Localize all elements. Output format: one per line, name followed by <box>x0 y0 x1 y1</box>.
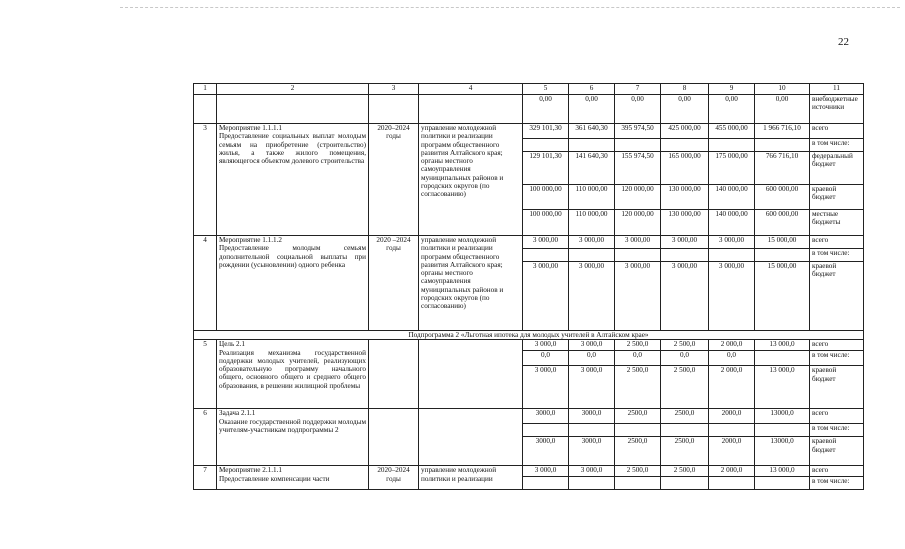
funding-source-cell: в том числе: <box>810 351 864 366</box>
amount-cell: 2 500,0 <box>661 366 709 409</box>
amount-cell: 3000,0 <box>523 437 569 466</box>
column-header: 2 <box>217 84 369 95</box>
funding-source-cell: краевой бюджет <box>810 366 864 409</box>
column-header: 6 <box>569 84 615 95</box>
amount-cell <box>523 424 569 437</box>
amount-cell: 3 000,00 <box>709 262 755 331</box>
row-number: 7 <box>194 466 217 490</box>
amount-cell <box>709 139 755 152</box>
period-cell: 2020–2024 годы <box>369 466 419 490</box>
table-row <box>194 236 864 249</box>
item-description <box>217 124 369 236</box>
amount-cell: 2500,0 <box>615 409 661 424</box>
cell-empty <box>369 95 419 124</box>
item-text: Предоставление социальных выплат молодым семьям на приобретение (строительство) жилья, а также жилого помещения, являющегося объектом долевого строительства <box>219 132 366 166</box>
amount-cell <box>661 477 709 490</box>
amount-cell: 140 000,00 <box>709 185 755 210</box>
amount-cell: 141 640,30 <box>569 152 615 185</box>
amount-cell <box>523 249 569 262</box>
amount-cell: 2000,0 <box>709 409 755 424</box>
amount-cell: 120 000,00 <box>615 210 661 236</box>
item-title: Мероприятие 2.1.1.1 <box>219 466 283 475</box>
amount-cell: 3 000,00 <box>661 262 709 331</box>
amount-cell: 425 000,00 <box>661 124 709 139</box>
amount-cell: 3 000,0 <box>523 340 569 351</box>
column-header: 8 <box>661 84 709 95</box>
item-text: Реализация механизма государственной поддержки молодых учителей, реализующих образовательную программу начального общего, основного общего и среднего общего образования, в решении жилищной проблемы <box>219 348 366 390</box>
amount-cell: 2 500,0 <box>661 466 709 477</box>
amount-cell: 2 500,0 <box>661 340 709 351</box>
amount-cell: 766 716,10 <box>755 152 810 185</box>
amount-cell: 361 640,30 <box>569 124 615 139</box>
funding-source-cell: местные бюджеты <box>810 210 864 236</box>
amount-cell <box>661 249 709 262</box>
amount-cell <box>661 424 709 437</box>
funding-source-cell: в том числе: <box>810 249 864 262</box>
amount-cell: 155 974,50 <box>615 152 661 185</box>
funding-source-cell: краевой бюджет <box>810 437 864 466</box>
amount-cell: 0,0 <box>661 351 709 366</box>
item-description <box>217 466 369 490</box>
amount-cell: 3 000,00 <box>569 262 615 331</box>
amount-cell: 13000,0 <box>755 437 810 466</box>
row-number: 4 <box>194 236 217 331</box>
amount-cell: 3 000,00 <box>661 236 709 249</box>
amount-cell: 0,0 <box>709 351 755 366</box>
amount-cell: 0,0 <box>615 351 661 366</box>
amount-cell: 2 000,0 <box>709 466 755 477</box>
amount-cell: 0,00 <box>523 95 569 124</box>
amount-cell: 3 000,00 <box>615 236 661 249</box>
funding-source-cell: всего <box>810 340 864 351</box>
amount-cell: 0,00 <box>661 95 709 124</box>
amount-cell: 2 000,0 <box>709 340 755 351</box>
item-title: Цель 2.1 <box>219 340 246 349</box>
amount-cell: 0,00 <box>709 95 755 124</box>
funding-source-cell: всего <box>810 124 864 139</box>
amount-cell <box>755 139 810 152</box>
amount-cell <box>615 139 661 152</box>
amount-cell: 130 000,00 <box>661 185 709 210</box>
subprogram-title: Подпрограмма 2 «Льготная ипотека для молодых учителей в Алтайском крае» <box>194 331 864 340</box>
amount-cell: 1 966 716,10 <box>755 124 810 139</box>
funding-source-cell: в том числе: <box>810 424 864 437</box>
amount-cell <box>615 424 661 437</box>
amount-cell: 3000,0 <box>523 409 569 424</box>
column-header: 7 <box>615 84 661 95</box>
amount-cell <box>755 424 810 437</box>
amount-cell: 2 000,0 <box>709 366 755 409</box>
executor-cell <box>419 340 523 409</box>
amount-cell: 3 000,00 <box>709 236 755 249</box>
cell-empty <box>419 95 523 124</box>
amount-cell: 3 000,0 <box>569 466 615 477</box>
amount-cell: 15 000,00 <box>755 262 810 331</box>
amount-cell <box>615 477 661 490</box>
funding-source-cell: в том числе: <box>810 477 864 490</box>
amount-cell: 15 000,00 <box>755 236 810 249</box>
funding-source-cell: в том числе: <box>810 139 864 152</box>
row-number: 3 <box>194 124 217 236</box>
header-row <box>194 84 864 95</box>
funding-source-cell: всего <box>810 409 864 424</box>
amount-cell: 0,00 <box>615 95 661 124</box>
funding-source-cell: всего <box>810 236 864 249</box>
table-row <box>194 466 864 477</box>
period-cell <box>369 340 419 409</box>
amount-cell: 455 000,00 <box>709 124 755 139</box>
amount-cell: 3000,0 <box>569 437 615 466</box>
amount-cell: 175 000,00 <box>709 152 755 185</box>
item-text: Предоставление молодым семьям дополнительной социальной выплаты при рождении (усыновлении) одного ребенка <box>219 244 366 269</box>
amount-cell: 130 000,00 <box>661 210 709 236</box>
amount-cell: 100 000,00 <box>523 185 569 210</box>
executor-cell <box>419 409 523 466</box>
amount-cell: 0,0 <box>569 351 615 366</box>
amount-cell: 3 000,0 <box>523 366 569 409</box>
item-title: Мероприятие 1.1.1.2 <box>219 236 283 244</box>
item-description <box>217 236 369 331</box>
page-number: 22 <box>838 36 849 48</box>
funding-source-cell: внебюджетные источники <box>810 95 864 124</box>
cell-empty <box>194 95 217 124</box>
column-header: 11 <box>810 84 864 95</box>
amount-cell <box>569 424 615 437</box>
amount-cell: 2500,0 <box>661 409 709 424</box>
funding-source-cell: краевой бюджет <box>810 185 864 210</box>
amount-cell <box>615 249 661 262</box>
column-header: 3 <box>369 84 419 95</box>
table-row <box>194 95 864 124</box>
amount-cell: 140 000,00 <box>709 210 755 236</box>
item-title: Задача 2.1.1 <box>219 409 256 418</box>
column-header: 1 <box>194 84 217 95</box>
amount-cell: 2 500,0 <box>615 366 661 409</box>
amount-cell <box>569 477 615 490</box>
executor-cell: управление молодежной политики и реализации программ общественного развития Алтайского края; органы местного самоуправления муниципальных районов и городских округов (по согласованию) <box>419 124 523 236</box>
amount-cell <box>755 477 810 490</box>
table-row <box>194 409 864 424</box>
amount-cell: 165 000,00 <box>661 152 709 185</box>
budget-table <box>193 83 864 490</box>
amount-cell <box>709 424 755 437</box>
amount-cell: 13 000,0 <box>755 466 810 477</box>
item-text: Предоставление компенсации части <box>219 474 330 483</box>
amount-cell: 0,0 <box>523 351 569 366</box>
subprogram-row <box>194 331 864 340</box>
amount-cell: 395 974,50 <box>615 124 661 139</box>
amount-cell: 3 000,00 <box>523 262 569 331</box>
amount-cell <box>709 249 755 262</box>
cell-empty <box>217 95 369 124</box>
row-number: 6 <box>194 409 217 466</box>
amount-cell: 329 101,30 <box>523 124 569 139</box>
amount-cell <box>755 249 810 262</box>
amount-cell: 3 000,00 <box>523 236 569 249</box>
period-cell: 2020 –2024 годы <box>369 236 419 331</box>
amount-cell: 13 000,0 <box>755 340 810 351</box>
amount-cell: 600 000,00 <box>755 210 810 236</box>
period-cell: 2020–2024 годы <box>369 124 419 236</box>
amount-cell: 120 000,00 <box>615 185 661 210</box>
item-description <box>217 409 369 466</box>
executor-cell: управление молодежной политики и реализации программ общественного развития Алтайского края; органы местного самоуправления муниципальных районов и городских округов (по согласованию) <box>419 236 523 331</box>
amount-cell <box>755 351 810 366</box>
amount-cell: 3 000,0 <box>523 466 569 477</box>
amount-cell: 600 000,00 <box>755 185 810 210</box>
amount-cell: 3 000,0 <box>569 366 615 409</box>
amount-cell: 2 500,0 <box>615 340 661 351</box>
amount-cell: 0,00 <box>755 95 810 124</box>
amount-cell: 3 000,00 <box>615 262 661 331</box>
item-description <box>217 340 369 409</box>
item-text: Оказание государственной поддержки молодым учителям-участникам подпрограммы 2 <box>219 417 366 434</box>
amount-cell: 129 101,30 <box>523 152 569 185</box>
funding-source-cell: федеральный бюджет <box>810 152 864 185</box>
table-row <box>194 340 864 351</box>
executor-cell: управление молодежной политики и реализации <box>419 466 523 490</box>
period-cell <box>369 409 419 466</box>
amount-cell <box>523 139 569 152</box>
amount-cell: 2000,0 <box>709 437 755 466</box>
column-header: 4 <box>419 84 523 95</box>
amount-cell: 2500,0 <box>615 437 661 466</box>
scan-top-edge <box>120 7 900 8</box>
item-title: Мероприятие 1.1.1.1 <box>219 124 283 132</box>
amount-cell: 2500,0 <box>661 437 709 466</box>
amount-cell <box>523 477 569 490</box>
amount-cell: 100 000,00 <box>523 210 569 236</box>
amount-cell: 110 000,00 <box>569 185 615 210</box>
amount-cell: 13000,0 <box>755 409 810 424</box>
funding-source-cell: всего <box>810 466 864 477</box>
amount-cell: 0,00 <box>569 95 615 124</box>
amount-cell: 3000,0 <box>569 409 615 424</box>
column-header: 5 <box>523 84 569 95</box>
amount-cell: 13 000,0 <box>755 366 810 409</box>
column-header: 9 <box>709 84 755 95</box>
funding-source-cell: краевой бюджет <box>810 262 864 331</box>
amount-cell: 110 000,00 <box>569 210 615 236</box>
amount-cell <box>569 249 615 262</box>
column-header: 10 <box>755 84 810 95</box>
amount-cell <box>709 477 755 490</box>
amount-cell: 3 000,00 <box>569 236 615 249</box>
table-row <box>194 124 864 139</box>
amount-cell: 3 000,0 <box>569 340 615 351</box>
amount-cell <box>569 139 615 152</box>
amount-cell <box>661 139 709 152</box>
amount-cell: 2 500,0 <box>615 466 661 477</box>
row-number: 5 <box>194 340 217 409</box>
